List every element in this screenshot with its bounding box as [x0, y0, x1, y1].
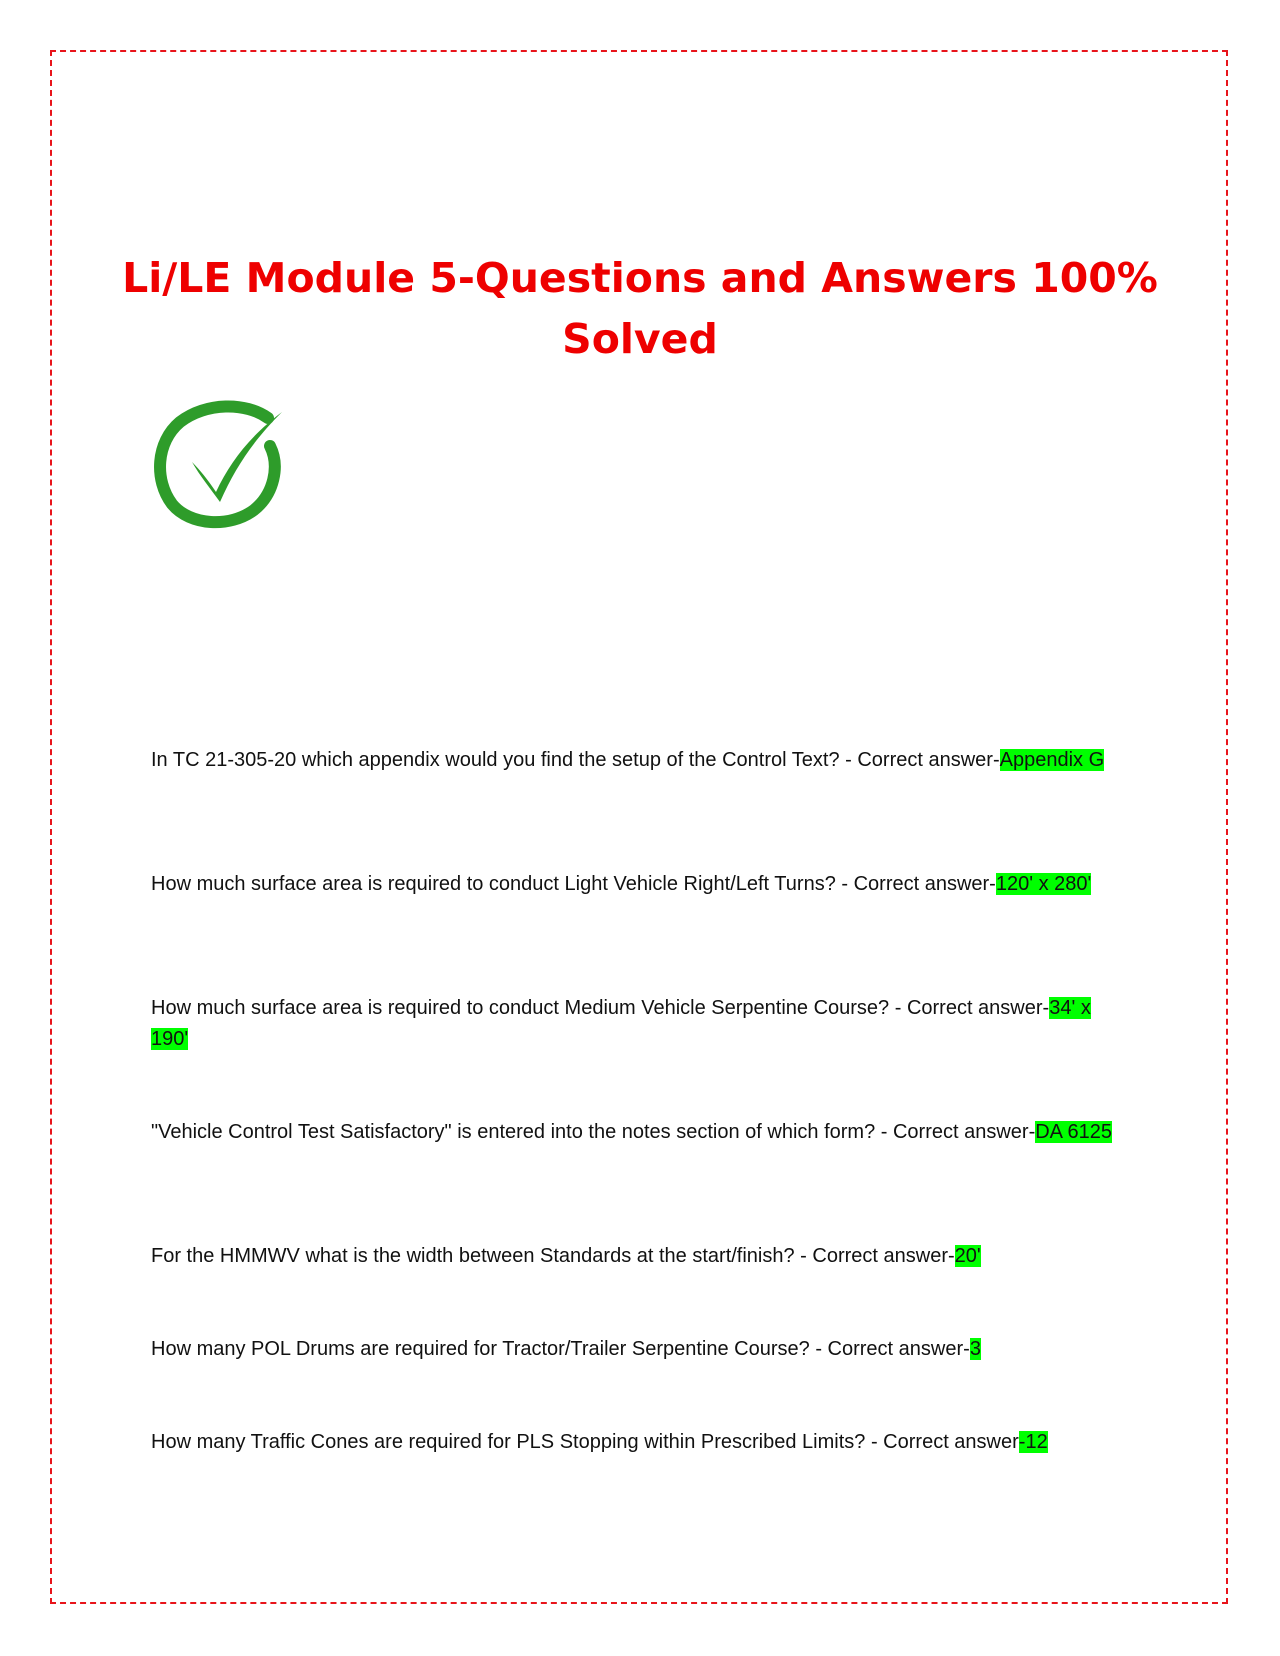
question-text: How much surface area is required to conduct Medium Vehicle Serpentine Course? - Correct answer-	[151, 997, 1050, 1019]
qa-item	[151, 1334, 1131, 1365]
question-text: How many POL Drums are required for Tractor/Trailer Serpentine Course? - Correct answer-	[151, 1338, 970, 1360]
document-title: Li/LE Module 5-Questions and Answers 100% Solved	[122, 254, 1158, 363]
qa-item	[151, 869, 1131, 900]
answer-highlight: 34' x 190'	[151, 997, 1091, 1050]
question-text: "Vehicle Control Test Satisfactory" is entered into the notes section of which form? - Correct answer-	[151, 1121, 1036, 1143]
qa-item	[151, 1241, 1131, 1272]
question-text: For the HMMWV what is the width between Standards at the start/finish? - Correct answer-	[151, 1245, 955, 1267]
answer-highlight: 120' x 280'	[995, 873, 1092, 895]
answer-highlight: 3	[969, 1338, 981, 1360]
qa-item	[151, 745, 1131, 776]
qa-item	[151, 993, 1131, 1055]
answer-highlight: 20'	[954, 1245, 981, 1267]
question-text: In TC 21-305-20 which appendix would you find the setup of the Control Text? - Correct answer-	[151, 749, 1000, 771]
answer-highlight: DA 6125	[1035, 1121, 1112, 1143]
green-check-circle-icon	[150, 400, 290, 530]
question-text: How many Traffic Cones are required for PLS Stopping within Prescribed Limits? - Correct answer	[151, 1431, 1019, 1453]
question-text: How much surface area is required to conduct Light Vehicle Right/Left Turns? - Correct answer-	[151, 873, 996, 895]
answer-highlight: Appendix G	[999, 749, 1105, 771]
qa-item	[151, 1117, 1131, 1148]
qa-item	[151, 1427, 1131, 1458]
answer-highlight: -12	[1018, 1431, 1048, 1453]
